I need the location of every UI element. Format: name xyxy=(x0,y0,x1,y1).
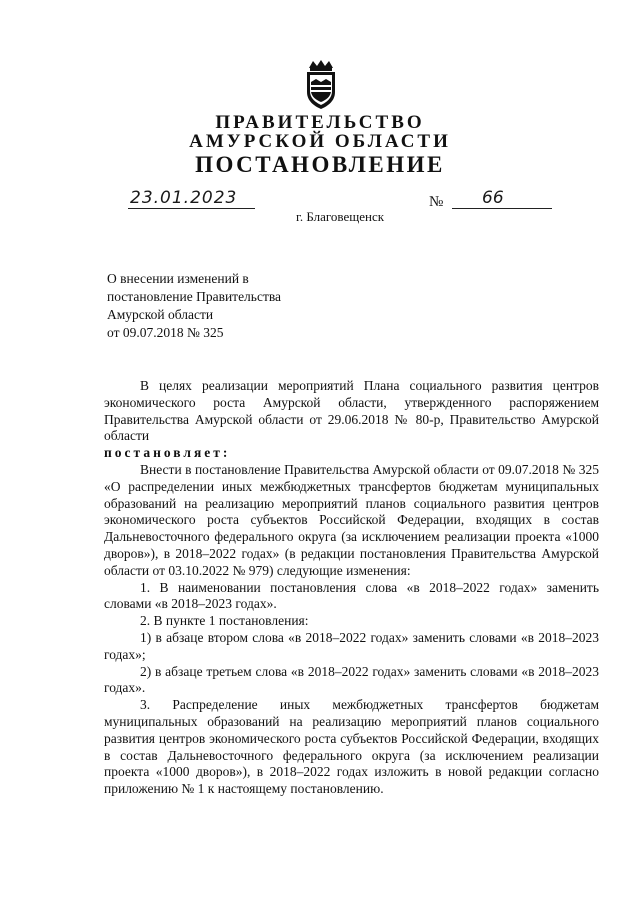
preamble-paragraph: В целях реализации мероприятий Плана социального развития центров экономического роста Амурской области, утвержденного распоряжением Правительства Амурской области от 29.06.2018 № 80-р, Правительство Амурской области xyxy=(104,378,599,444)
body-paragraph: 2) в абзаце третьем слова «в 2018–2022 годах» заменить словами «в 2018–2023 годах». xyxy=(104,663,599,696)
coat-of-arms-icon xyxy=(301,58,341,110)
body-paragraph: 1. В наименовании постановления слова «в 2018–2022 годах» заменить словами «в 2018–2023 годах». xyxy=(104,579,599,612)
document-date: 23.01.2023 xyxy=(128,188,255,209)
body-paragraph: 3. Распределение иных межбюджетных трансфертов бюджетам муниципальных образований на реализацию мероприятий планов социального развития центров экономического роста субъектов Российской Федерации, входящих в состав Дальневосточного федерального округа (за исключением реализации проекта «1000 дворов»), в 2018–2022 годах изложить в новой редакции согласно приложению № 1 к настоящему постановлению. xyxy=(104,697,599,797)
organization-name: ПРАВИТЕЛЬСТВО xyxy=(215,112,425,133)
city-name: г. Благовещенск xyxy=(295,209,385,224)
region-name: АМУРСКОЙ ОБЛАСТИ xyxy=(189,131,451,152)
body-paragraph: Внести в постановление Правительства Амурской области от 09.07.2018 № 325 «О распределении иных межбюджетных трансфертов бюджетам муниципальных образований на реализацию мероприятий планов социального развития центров экономического роста субъектов Российской Федерации, входящих в состав Дальневосточного федерального округа (за исключением реализации проекта «1000 дворов»), в 2018–2022 годах» (в редакции постановления Правительства Амурской области от 03.10.2022 № 979) следующие изменения: xyxy=(104,461,599,578)
document-subject xyxy=(107,270,281,342)
subject-line: Амурской области xyxy=(107,307,214,322)
document-type: ПОСТАНОВЛЕНИЕ xyxy=(195,152,445,177)
document-number: 66 xyxy=(452,188,552,209)
document-body xyxy=(104,378,599,798)
subject-line: постановление Правительства xyxy=(107,289,282,304)
resolves-word: постановляет: xyxy=(104,445,231,461)
number-label: № xyxy=(429,194,444,210)
subject-line: О внесении изменений в xyxy=(107,271,249,286)
body-paragraph: 2. В пункте 1 постановления: xyxy=(140,613,309,629)
body-paragraph: 1) в абзаце втором слова «в 2018–2022 годах» заменить словами «в 2018–2023 годах»; xyxy=(104,629,599,662)
subject-line: от 09.07.2018 № 325 xyxy=(107,325,224,340)
